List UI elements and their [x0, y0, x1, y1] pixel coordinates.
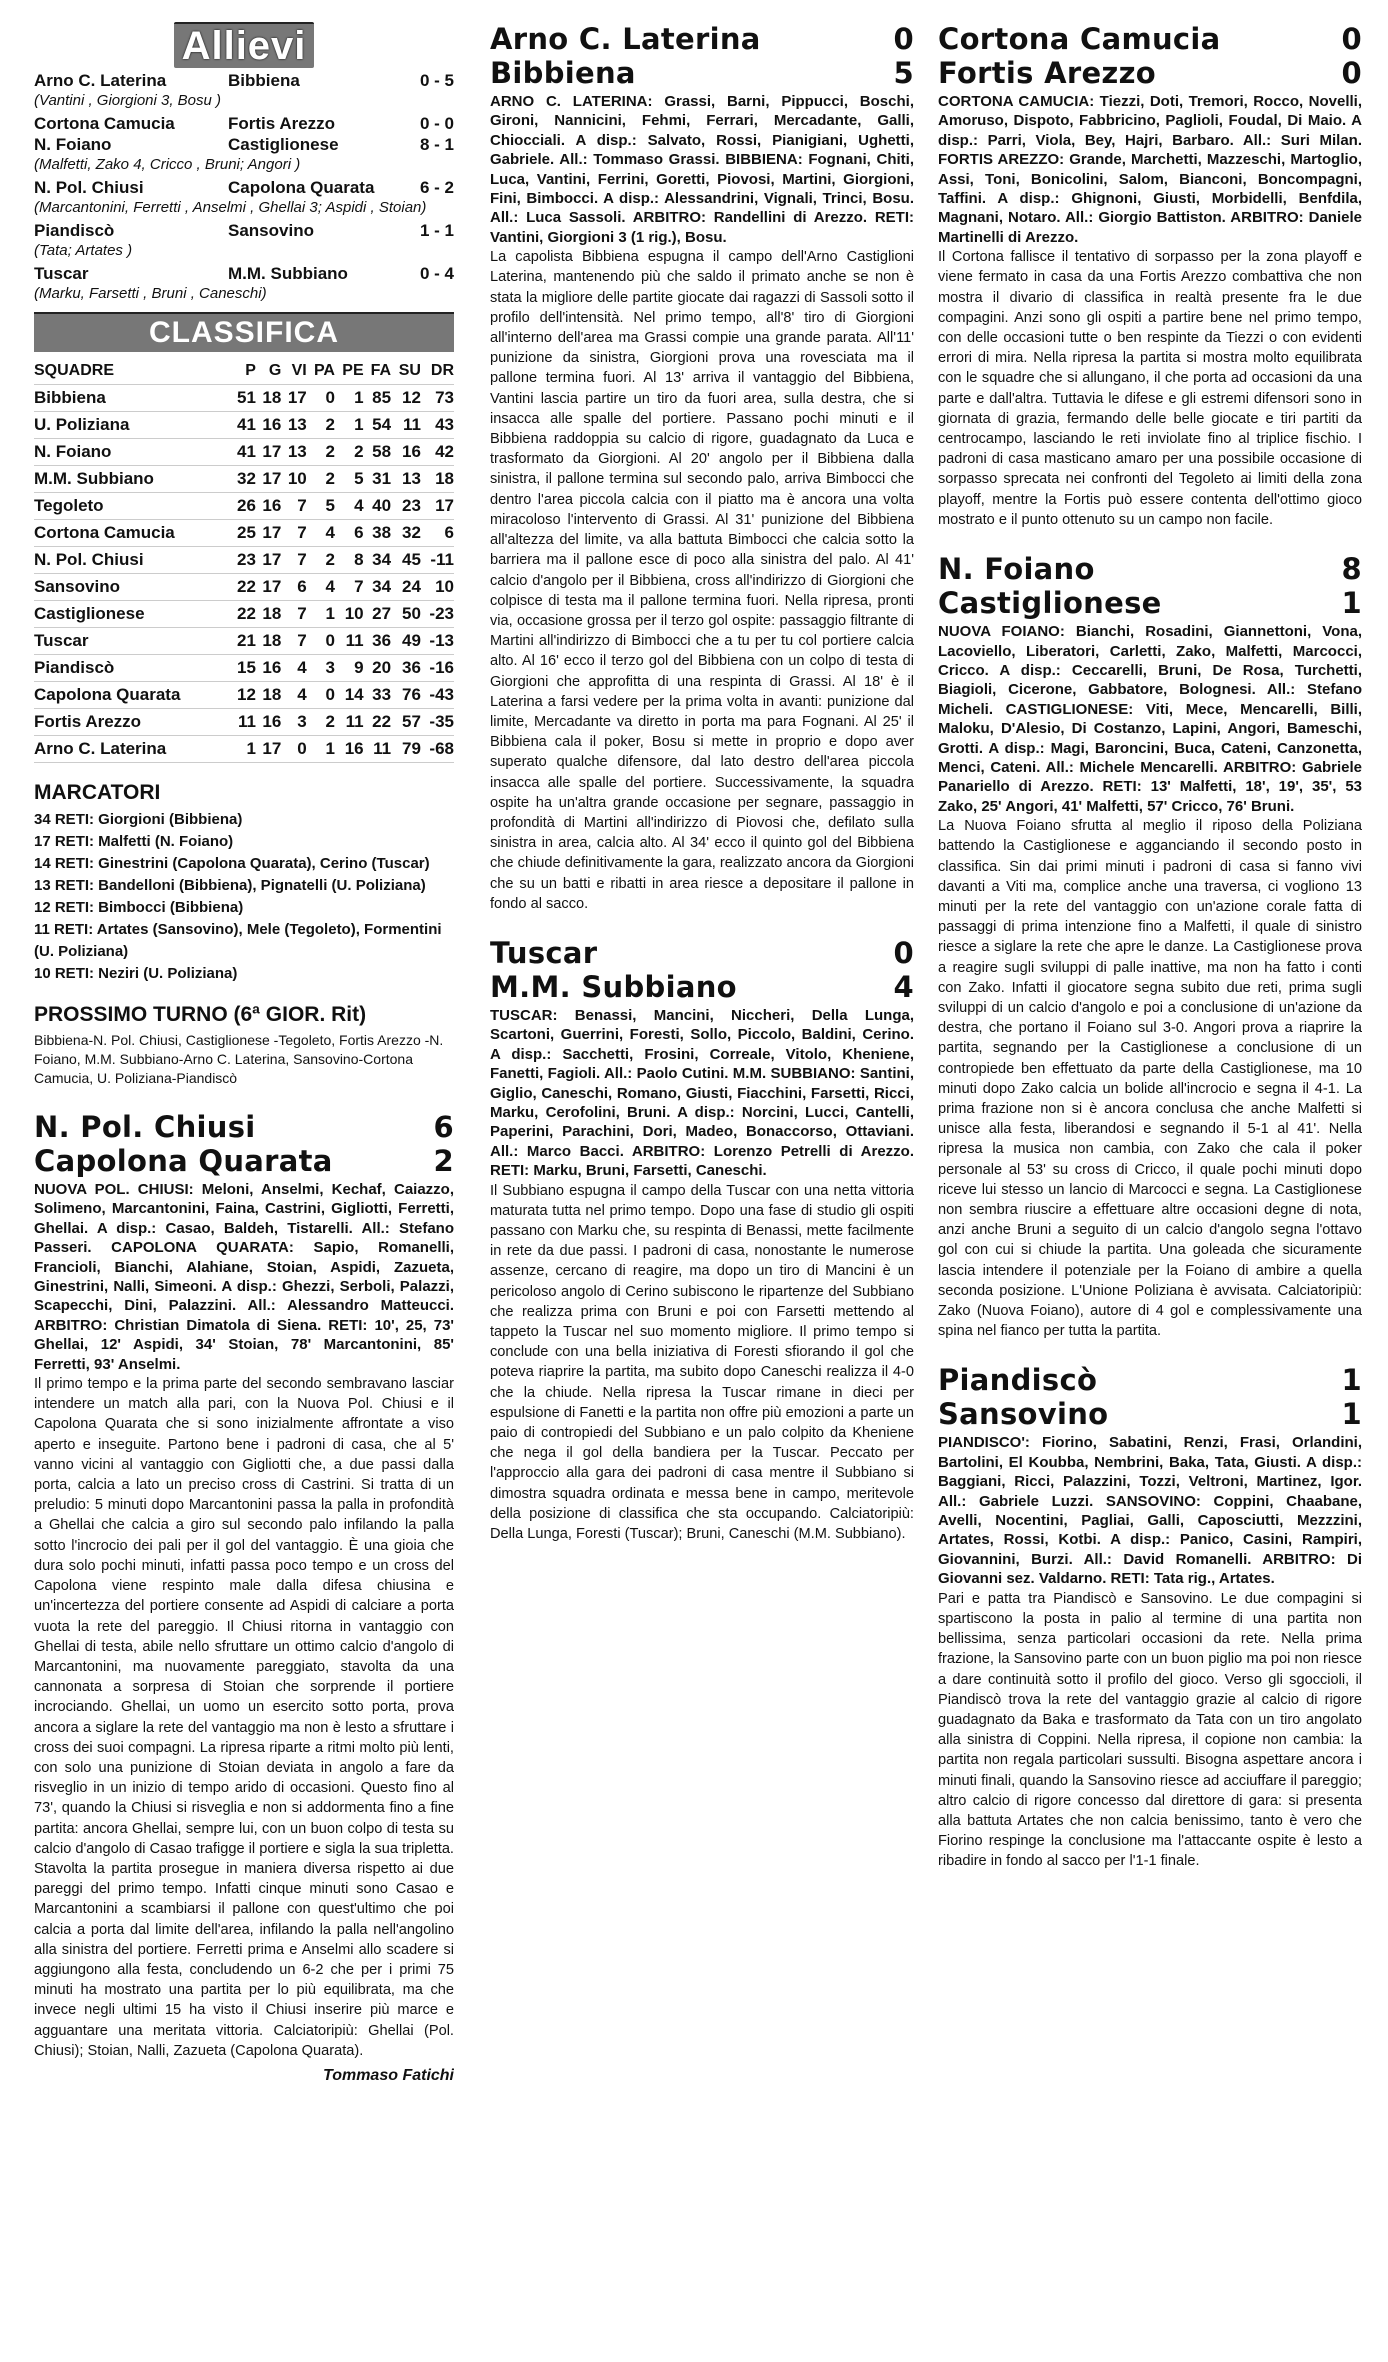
stat-cell: 13: [391, 466, 421, 493]
stat-cell: 4: [281, 655, 306, 682]
stat-cell: 6: [421, 520, 454, 547]
result-row: [34, 220, 454, 241]
stat-cell: 33: [364, 682, 391, 709]
stat-cell: 42: [421, 439, 454, 466]
match-lineup: CORTONA CAMUCIA: Tiezzi, Doti, Tremori, Rocco, Novelli, Amoruso, Dispoto, Fabbricino, Paglioli, Foudal, Di Maio. A disp.: Parri, Viola, Bey, Hajri, Barbaro. All.: Suri Milan. FORTIS AREZZO: Grande, Marchetti, Mazzeschi, Martoglio, Assi, Toni, Bonicolini, Salom, Bianconi, Boncompagni, Taffini. A disp.: Ghignoni, Giusti, Morbidelli, Benfdila, Magnani, Notaro. All.: Giorgio Battiston. ARBITRO: Daniele Martinelli di Arezzo.: [938, 93, 1362, 246]
result-away: M.M. Subbiano: [228, 264, 348, 283]
match-report: Il Subbiano espugna il campo della Tuscar con una netta vittoria maturata tutta nel primo tempo. Dopo una fase di studio gli ospiti passano con Marku che, su respinta di Benassi, mette facilmente in rete da due passi. I padroni di casa, nonostante le numerose assenze, cercano di reagire, ma dopo un tiro di Mancini è un pericoloso angolo di Cerino subiscono le ripartenze del Subbiano che realizza prima con Bruni e poi con Farsetti mettendo al tappeto la Tuscar nel suo momento migliore. Il primo tempo si conclude con una bella iniziativa di Foresti sfiorando il gol che poteva riaprire la partita, ma subito dopo Caneschi realizza il 4-0 che la chiude. Nella ripresa la Tuscar rimane in dieci per espulsione di Fanetti e la partita non offre più emozioni a parte un paio di contropiedi del Subbiano e un palo colpito da Kheniene che nega il gol della bandiera per la Tuscar. Peccato per l'approccio alla gara dei padroni di casa mentre il Subbiano si dimostra squadra ordinata e messa bene in campo, meritevole della posizione di classifica che sta occupando. Calciatoripiù: Della Lunga, Foresti (Tuscar); Bruni, Caneschi (M.M. Subbiano).: [490, 1182, 914, 1543]
match-lineup: ARNO C. LATERINA: Grassi, Barni, Pippucci, Boschi, Gironi, Nannicini, Fehmi, Ferrari, Mercadante, Galli, Chiocciali. A disp.: Salvato, Rossi, Pianigiani, Ughetti, Gabriele. All.: Tommaso Grassi. BIBBIENA: Fognani, Chiti, Luca, Vantini, Ferrini, Goretti, Piovosi, Martini, Giorgioni, Fini, Bimbocci. A disp.: Alessandrini, Vignali, Trinci, Bosu. All.: Luca Sassoli. ARBITRO: Randellini di Arezzo. RETI: Vantini, Giorgioni 3 (1 rig.), Bosu.: [490, 93, 914, 246]
match-head-home: [938, 552, 1362, 586]
stat-cell: 10: [281, 466, 306, 493]
stat-cell: 50: [391, 601, 421, 628]
match-head-away: [490, 970, 914, 1004]
result-score: 0 - 5: [419, 71, 454, 90]
result-scorers: (Vantini , Giorgioni 3, Bosu ): [34, 92, 222, 109]
stat-cell: 43: [421, 412, 454, 439]
standings-col-header: G: [256, 358, 281, 385]
match-report: La capolista Bibbiena espugna il campo dell'Arno Castiglioni Laterina, mantenendo più che saldo il primato anche se non è stata la migliore delle partite giocate dai ragazzi di Sassoli sotto il profilo dell'intensità. Nel primo tempo, all'8' tiro di Giorgioni all'interno dell'area ma Grassi compie una grande parata. All'11' punizione da sinistra, Giorgioni prova una rovesciata ma il pallone termina fuori. Al 13' arriva il vantaggio del Bibbiena, Vantini lascia partire un tiro da fuori area, sulla destra, che si insacca alle spalle del portiere. Passano pochi minuti e il Bibbiena raddoppia su calcio di rigore, guadagnato da Luca e trasformato da Giorgioni. Al 20' angolo per il Bibbiena dalla sinistra, il pallone termina sul secondo palo, arriva Bimbocci che dentro l'area piccola calcia con il piatto ma è ancora una volta miracoloso l'intervento di Grassi. Al 31' punizione del Bibbiena all'altezza del limite, va alla battuta Bimbocci che calcia sotto la barriera ma il pallone esce di poco alla sinistra del palo. Al 41' calcio d'angolo per il Bibbiena, cross all'indirizzo di Giorgioni che colpisce di testa ma il pallone termina fuori. Nella ripresa, pronti via, occasione grossa per il terzo gol ospite: passaggio filtrante di Martini all'indirizzo di Bimbocci che a tu per tu col portiere calcia alto. Al 16' ecco il terzo gol del Bibbiena con un colpo di testa di Giorgioni che approfitta di una respinta di Grassi. Al 18' è il Laterina a farsi vedere per la prima volta in avanti: punizione dal limite, Mercadante va diretto in porta ma para Fognani. Al 25' il Bibbiena cala il poker, Bosu si mette in proprio e dopo aver superato qualche difensore, dal lato destro dell'area piccola insacca alle spalle del portiere. Successivamente, la squadra ospite ha un'altra grande occasione per segnare, passaggio in profondità di Martini all'indirizzo di Piovosi che, defilato sulla sinistra in area, calcia alto. Al 34' ecco il quinto gol del Bibbiena che chiude definitivamente la gara, realizzato ancora da Giorgioni che su un batti e ribatti in area riesce a depositare il pallone in fondo al sacco.: [490, 249, 914, 912]
marcatore-item: 11 RETI: Artates (Sansovino), Mele (Tegoleto), Formentini (U. Poliziana): [34, 921, 442, 960]
match-head-away: [938, 1397, 1362, 1431]
result-scorers: (Marku, Farsetti , Bruni , Caneschi): [34, 285, 267, 302]
home-goals: 0: [893, 22, 914, 56]
marcatori-title: MARCATORI: [34, 781, 161, 804]
stat-cell: 11: [335, 628, 364, 655]
team-name: N. Foiano: [34, 439, 231, 466]
stat-cell: 17: [281, 385, 306, 412]
stat-cell: 32: [231, 466, 256, 493]
stat-cell: 49: [391, 628, 421, 655]
stat-cell: 4: [335, 493, 364, 520]
marcatore-item: 14 RETI: Ginestrini (Capolona Quarata), Cerino (Tuscar): [34, 855, 430, 872]
standings-row: [34, 439, 454, 466]
stat-cell: -11: [421, 547, 454, 574]
home-team: Piandiscò: [938, 1363, 1098, 1398]
stat-cell: 3: [307, 655, 335, 682]
marcatore-item: 34 RETI: Giorgioni (Bibbiena): [34, 811, 243, 828]
match-report: La Nuova Foiano sfrutta al meglio il riposo della Poliziana battendo la Castiglionese e agganciando il secondo posto in classifica. Sin dai primi minuti i padroni di casa si fanno vivi davanti a Viti ma, complice anche una traversa, ci vogliono 13 minuti per la rete del vantaggio con un'azione corale fatta di passaggi di prima intenzione fino a Malfetti, il quale di sinistro riesce a siglare la rete che apre le danze. La Castiglionese prova a reagire sugli sviluppi di palle inattive, ma non ha fatto i conti con Zako. Infatti il giocatore segna subito due reti, prima sugli sviluppi di un calcio d'angolo e poi a conclusione di un'azione da destra, che portano il Foiano sul 3-0. Angori prova a riaprire la partita, segnando per la Castiglionese a conclusione di un contropiede ben effettuato da parte della Castiglionese, ma 10 minuti dopo Zako calcia un bolide all'incrocio e segna il 4-1. La prima frazione non si è ancora conclusa che anche Malfetti si unisce alla festa, liberandosi e segnando il 5-1 al 41'. Nella ripresa la musica non cambia, con Zako che cala il poker personale al 53' su cross di Cricco, il quale pochi minuti dopo riceve lui stesso un lancio di Marcocci e segna. La Castiglionese non sembra riuscire a effettuare altre occasioni degne di nota, anzi anche Bruni a seguito di un calcio d'angolo segna l'ottavo gol con cui si chiude la partita. Una goleada che sicuramente lascia intendere il potenziale per la Foiano di ambire a quella seconda posizione. L'Unione Poliziana è avvisata. Calciatoripiù: Zako (Nuova Foiano), autore di 4 gol e complessivamente una spina nel fianco per tutta la partita.: [938, 818, 1362, 1340]
stat-cell: 17: [256, 439, 281, 466]
team-name: U. Poliziana: [34, 412, 231, 439]
stat-cell: -35: [421, 709, 454, 736]
match-lineup: NUOVA FOIANO: Bianchi, Rosadini, Giannettoni, Vona, Lacoviello, Liberatori, Carletti, Zako, Malfetti, Marcocci, Cricco. A disp.: Ceccarelli, Bruni, De Rosa, Turchetti, Biagioli, Cicerone, Gabbatore, Bolognesi. All.: Stefano Micheli. CASTIGLIONESE: Viti, Mece, Mencarelli, Billi, Maloku, D'Alesio, Di Costanzo, Lapini, Angori, Bameschi, Grotti. A disp.: Magi, Baroncini, Buca, Cateni, Canzonetta, Menci, Cateni. All.: Michele Mencarelli. ARBITRO: Gabriele Panariello di Arezzo. RETI: 13' Malfetti, 18', 19', 35', 53 Zako, 25' Angori, 41' Malfetti, 57' Cricco, 76' Bruni.: [938, 623, 1362, 815]
home-goals: 8: [1341, 552, 1362, 587]
stat-cell: 16: [256, 709, 281, 736]
stat-cell: 18: [421, 466, 454, 493]
away-team: Fortis Arezzo: [938, 56, 1157, 90]
stat-cell: 16: [335, 736, 364, 763]
result-away: Capolona Quarata: [228, 178, 375, 197]
match-chiusi-capolona: [34, 1110, 454, 2085]
stat-cell: 17: [256, 520, 281, 547]
stat-cell: 20: [364, 655, 391, 682]
home-team: Cortona Camucia: [938, 22, 1221, 56]
stat-cell: 6: [335, 520, 364, 547]
team-name: Castiglionese: [34, 601, 231, 628]
standings-col-header: PA: [307, 358, 335, 385]
home-goals: 1: [1341, 1363, 1362, 1398]
marcatori-list: [34, 809, 454, 985]
match-report: Pari e patta tra Piandiscò e Sansovino. Le due compagini si spartiscono la posta in palio al termine di una partita non bellissima, senza particolari occasioni da rete. Nella prima frazione, la Sansovino parte con un buon piglio ma poi non riesce a dare continuità sotto il profilo del gioco. Verso gli sgoccioli, il Piandiscò trova la rete del vantaggio grazie al calcio di rigore guadagnato da Baka e trasformato da Tata con un tiro angolato alla sinistra di Coppini. Nella ripresa, il copione non cambia: la partita non regala particolari sussulti. Bisogna aspettare ancora i minuti finali, quando la Sansovino riesce ad acciuffare il pareggio; altro calcio di rigore concesso dal direttore di gara: si presenta alla battuta Artates che non calcia benissimo, tanto è vero che Fiorino respinge la conclusione ma l'attaccante ospite è lesto a ribadire in fondo al sacco per l'1-1 finale.: [938, 1590, 1362, 1870]
away-goals: 4: [893, 969, 914, 1004]
team-name: M.M. Subbiano: [34, 466, 231, 493]
match-head-away: [938, 586, 1362, 620]
stat-cell: 45: [391, 547, 421, 574]
away-team: M.M. Subbiano: [490, 969, 737, 1004]
team-name: Fortis Arezzo: [34, 709, 231, 736]
away-goals: 5: [893, 56, 914, 90]
home-goals: 0: [893, 935, 914, 970]
away-team: Capolona Quarata: [34, 1144, 333, 1178]
standings-row: [34, 601, 454, 628]
stat-cell: 27: [364, 601, 391, 628]
stat-cell: 17: [256, 466, 281, 493]
result-scorers: (Tata; Artates ): [34, 242, 133, 259]
result-row: [34, 113, 454, 134]
stat-cell: 11: [391, 412, 421, 439]
stat-cell: 10: [335, 601, 364, 628]
stat-cell: 12: [391, 385, 421, 412]
stat-cell: 7: [281, 547, 306, 574]
marcatore-item: 10 RETI: Neziri (U. Poliziana): [34, 965, 238, 982]
standings-col-header: VI: [281, 358, 306, 385]
away-goals: 0: [1341, 56, 1362, 90]
stat-cell: 85: [364, 385, 391, 412]
result-score: 0 - 0: [419, 114, 454, 133]
match-head-home: [490, 22, 914, 56]
away-goals: 1: [1341, 1397, 1362, 1432]
stat-cell: 3: [281, 709, 306, 736]
match-head-away: [34, 1144, 454, 1178]
stat-cell: 17: [256, 736, 281, 763]
stat-cell: 23: [391, 493, 421, 520]
result-home: Piandiscò: [34, 221, 115, 240]
stat-cell: 7: [281, 520, 306, 547]
result-score: 6 - 2: [419, 178, 454, 197]
match-piandisco-sansovino: [938, 1363, 1362, 1871]
result-score: 1 - 1: [419, 221, 454, 240]
stat-cell: 22: [231, 601, 256, 628]
results-list: [34, 70, 454, 304]
stat-cell: 25: [231, 520, 256, 547]
stat-cell: 16: [256, 412, 281, 439]
column-right: [938, 22, 1362, 1894]
standings-row: [34, 655, 454, 682]
stat-cell: 4: [307, 574, 335, 601]
result-score: 0 - 4: [419, 264, 454, 283]
prossimo-turno-text: Bibbiena-N. Pol. Chiusi, Castiglionese -Tegoleto, Fortis Arezzo -N. Foiano, M.M. Subbiano-Arno C. Laterina, Sansovino-Cortona Camucia, U. Poliziana-Piandiscò: [34, 1032, 444, 1086]
marcatore-item: 17 RETI: Malfetti (N. Foiano): [34, 833, 234, 850]
standings-row: [34, 682, 454, 709]
stat-cell: 2: [335, 439, 364, 466]
result-away: Bibbiena: [228, 71, 300, 90]
stat-cell: 54: [364, 412, 391, 439]
match-report: Il Cortona fallisce il tentativo di sorpasso per la zona playoff e viene fermato in casa da una Fortis Arezzo combattiva che non mostra il divario di classifica in realtà presente fra le due compagini. Anzi sono gli ospiti a partire bene nel primo tempo, con delle occasioni tutte o ben respinte da Tiezzi o con evidenti errori di mira. Nella ripresa la partita si mostra molto equilibrata con le squadre che si allungano, il che porta ad occasioni da una parte e dall'altra. Tuttavia le difese e gli estremi difensori sono in giornata di grazia, fermando delle belle giocate e tiri partiti da centrocampo, lasciando le reti inviolate fino al triplice fischio. I padroni di casa masticano amaro per una possibile occasione di sorpasso sprecata nei confronti del Tegoleto ai limiti della zona playoff, mentre la Fortis può essere contenta dell'ottimo gioco mostrato e il punto ottenuto su un campo non facile.: [938, 249, 1362, 528]
result-home: Cortona Camucia: [34, 114, 175, 133]
article-author: Tommaso Fatichi: [323, 2066, 454, 2084]
result-home: Tuscar: [34, 264, 89, 283]
home-team: Arno C. Laterina: [490, 22, 761, 56]
stat-cell: 79: [391, 736, 421, 763]
stat-cell: 5: [307, 493, 335, 520]
team-name: Cortona Camucia: [34, 520, 231, 547]
team-name: Tuscar: [34, 628, 231, 655]
match-tuscar-subbiano: [490, 936, 914, 1544]
stat-cell: 18: [256, 682, 281, 709]
stat-cell: 2: [307, 709, 335, 736]
stat-cell: 41: [231, 412, 256, 439]
result-row: [34, 134, 454, 155]
stat-cell: 13: [281, 439, 306, 466]
away-goals: 1: [1341, 586, 1362, 621]
stat-cell: 1: [335, 385, 364, 412]
stat-cell: 51: [231, 385, 256, 412]
standings-col-header: SQUADRE: [34, 358, 231, 385]
standings-row: [34, 466, 454, 493]
stat-cell: 4: [281, 682, 306, 709]
stat-cell: 18: [256, 601, 281, 628]
stat-cell: 17: [256, 547, 281, 574]
team-name: Bibbiena: [34, 385, 231, 412]
stat-cell: 41: [231, 439, 256, 466]
away-team: Sansovino: [938, 1397, 1109, 1432]
stat-cell: -43: [421, 682, 454, 709]
standings-row: [34, 574, 454, 601]
marcatore-item: 12 RETI: Bimbocci (Bibbiena): [34, 899, 244, 916]
stat-cell: -23: [421, 601, 454, 628]
away-team: Bibbiena: [490, 56, 636, 90]
standings-col-header: DR: [421, 358, 454, 385]
standings-row: [34, 493, 454, 520]
stat-cell: 22: [231, 574, 256, 601]
stat-cell: 18: [256, 385, 281, 412]
stat-cell: 2: [307, 412, 335, 439]
stat-cell: 13: [281, 412, 306, 439]
stat-cell: 7: [335, 574, 364, 601]
stat-cell: 26: [231, 493, 256, 520]
stat-cell: 6: [281, 574, 306, 601]
match-report: Il primo tempo e la prima parte del secondo sembravano lasciar intendere un match alla pari, con la Nuova Pol. Chiusi e il Capolona Quarata che si sono inizialmente affrontate a viso aperto e inseguite. Partono bene i padroni di casa, che al 5' vanno vicini al vantaggio con Gigliotti che, a due passi dalla porta, calcia a lato un preciso cross di Castrini. Si tratta di un preludio: 5 minuti dopo Marcantonini passa la palla in profondità a Ghellai che calcia a giro sul secondo palo infilando la palla sotto l'incrocio dei pali per il gol del vantaggio. È una gioia che dura solo pochi minuti, infatti passa poco tempo e un cross del Capolona viene respinto male dalla difesa chiusina e un'incertezza del portiere consente ad Aspidi di calciare a porta vuota la rete del pareggio. Il Chiusi ritorna in vantaggio con Ghellai di testa, abile nello sfruttare un ottimo calcio d'angolo di Marcantonini, ma nuovamente pareggiato, stavolta da una cannonata a sorpresa di Stoian che sorprende il portiere incrociando. Ghellai, un uomo un esercito sotto porta, prova ancora a siglare la rete del vantaggio ma non è lesto a sfruttare i cross dei suoi compagni. La ripresa riparte a ritmi molto più lenti, con solo una punizione di Stoian deviata in angolo a fare da risveglio in un inizio di tempo arido di occasioni. Questo fino al 73', quando la Chiusi si risveglia e non si addormenta fino a fine partita: ancora Ghellai, sempre lui, con un buon colpo di testa su calcio d'angolo di Casao trafigge il portiere e sigla la sua tripletta. Stavolta la partita prosegue in maniera diversa rispetto ai due pareggi del primo tempo. Infatti cinque minuti sono Casao e Marcantonini a scambiarsi il pallone con quest'ultimo che poi calcia a porta dal limite dell'area, infilando la palla nell'angolino alla sinistra del portiere. Ferretti prima e Anselmi allo scadere si aggiungono alla festa, concludendo un 6-2 che per i primi 75 minuti ha mostrato una partita per lo più equilibrata, ma che invece negli ultimi 15 ha visto il Chiusi inserire più marce e agguantare una meritata vittoria. Calciatoripiù: Ghellai (Pol. Chiusi); Stoian, Nalli, Zazueta (Capolona Quarata).: [34, 1376, 454, 2059]
stat-cell: 11: [335, 709, 364, 736]
match-head-home: [938, 1363, 1362, 1397]
away-goals: 2: [433, 1144, 454, 1178]
match-head-home: [938, 22, 1362, 56]
stat-cell: 16: [256, 655, 281, 682]
result-away: Fortis Arezzo: [228, 114, 336, 133]
stat-cell: -68: [421, 736, 454, 763]
match-head-away: [938, 56, 1362, 90]
stat-cell: 38: [364, 520, 391, 547]
home-team: N. Foiano: [938, 552, 1095, 587]
stat-cell: 14: [335, 682, 364, 709]
match-lineup: PIANDISCO': Fiorino, Sabatini, Renzi, Frasi, Orlandini, Bartolini, El Koubba, Nembrini, Baka, Tata, Giusti. A disp.: Baggiani, Ricci, Palazzini, Tozzi, Veltroni, Martinez, Igor. All.: Gabriele Luzzi. SANSOVINO: Coppini, Chaabane, Avelli, Nocentini, Pagliai, Galli, Caposciutti, Mezzzini, Artates, Rossi, Kotbi. A disp.: Panico, Casini, Rampiri, Giovannini, Burzi. All.: David Romanelli. ARBITRO: Di Giovanni sez. Valdarno. RETI: Tata rig., Artates.: [938, 1434, 1362, 1588]
stat-cell: 24: [391, 574, 421, 601]
stat-cell: 5: [335, 466, 364, 493]
stat-cell: 16: [391, 439, 421, 466]
stat-cell: 8: [335, 547, 364, 574]
match-lineup: NUOVA POL. CHIUSI: Meloni, Anselmi, Kechaf, Caiazzo, Solimeno, Marcantonini, Faina, Castrini, Gigliotti, Ferretti, Ghellai. A disp.: Casao, Baldeh, Tistarelli. All.: Stefano Passeri. CAPOLONA QUARATA: Sapio, Romanelli, Francioli, Bianchi, Alahiane, Stoian, Aspidi, Zazueta, Ginestrini, Nalli, Simeoni. A disp.: Ghezzi, Serboli, Palazzi, Scapecchi, Dini, Palazzini. All.: Alessandro Matteucci. ARBITRO: Christian Dimatola di Siena. RETI: 10', 25, 73' Ghellai, 12' Aspidi, 34' Stoian, 78' Marcantonini, 85' Ferretti, 93' Anselmi.: [34, 1181, 454, 1373]
marcatore-item: 13 RETI: Bandelloni (Bibbiena), Pignatelli (U. Poliziana): [34, 877, 426, 894]
column-left: [34, 22, 454, 2107]
stat-cell: 7: [281, 628, 306, 655]
stat-cell: 34: [364, 547, 391, 574]
standings-row: [34, 709, 454, 736]
stat-cell: 9: [335, 655, 364, 682]
stat-cell: 22: [364, 709, 391, 736]
team-name: Piandiscò: [34, 655, 231, 682]
allievi-banner: Allievi: [174, 22, 314, 68]
stat-cell: 15: [231, 655, 256, 682]
stat-cell: 2: [307, 466, 335, 493]
away-team: Castiglionese: [938, 586, 1162, 621]
standings-col-header: FA: [364, 358, 391, 385]
stat-cell: 16: [256, 493, 281, 520]
match-cortona-fortis: [938, 22, 1362, 530]
prossimo-turno-title: PROSSIMO TURNO (6ª GIOR. Rit): [34, 1003, 367, 1026]
stat-cell: 2: [307, 547, 335, 574]
result-row: [34, 263, 454, 284]
result-home: N. Foiano: [34, 135, 112, 154]
standings-col-header: P: [231, 358, 256, 385]
match-laterina-bibbiena: [490, 22, 914, 914]
classifica-banner: CLASSIFICA: [34, 312, 454, 352]
stat-cell: 1: [335, 412, 364, 439]
stat-cell: 31: [364, 466, 391, 493]
stat-cell: 4: [307, 520, 335, 547]
standings-row: [34, 412, 454, 439]
match-lineup: TUSCAR: Benassi, Mancini, Niccheri, Della Lunga, Scartoni, Guerrini, Foresti, Sollo, Piccolo, Baldini, Cerino. A disp.: Sacchetti, Frosini, Correale, Vitolo, Kheniene, Fanetti, Fagioli. All.: Paolo Cutini. M.M. SUBBIANO: Santini, Giglio, Caneschi, Romano, Giusti, Fiacchini, Farsetti, Ricci, Marku, Cerofolini, Bruni. A disp.: Norcini, Lucci, Cantelli, Paperini, Parachini, Dori, Madeo, Bonaccorso, Ottaviani. All.: Marco Bacci. ARBITRO: Lorenzo Petrelli di Arezzo. RETI: Marku, Bruni, Farsetti, Caneschi.: [490, 1006, 914, 1180]
stat-cell: 57: [391, 709, 421, 736]
result-row: [34, 70, 454, 91]
standings-row: [34, 736, 454, 763]
team-name: Sansovino: [34, 574, 231, 601]
column-middle: [490, 22, 914, 1566]
stat-cell: 0: [307, 385, 335, 412]
stat-cell: -13: [421, 628, 454, 655]
stat-cell: 34: [364, 574, 391, 601]
stat-cell: 0: [307, 682, 335, 709]
stat-cell: 36: [364, 628, 391, 655]
stat-cell: 0: [307, 628, 335, 655]
standings-row: [34, 547, 454, 574]
stat-cell: 36: [391, 655, 421, 682]
home-goals: 0: [1341, 22, 1362, 56]
result-away: Sansovino: [228, 221, 314, 240]
match-head-away: [490, 56, 914, 90]
stat-cell: 21: [231, 628, 256, 655]
match-foiano-castiglionese: [938, 552, 1362, 1341]
stat-cell: 7: [281, 601, 306, 628]
stat-cell: 1: [231, 736, 256, 763]
stat-cell: 7: [281, 493, 306, 520]
standings-row: [34, 385, 454, 412]
stat-cell: 32: [391, 520, 421, 547]
standings-row: [34, 628, 454, 655]
stat-cell: 40: [364, 493, 391, 520]
team-name: Arno C. Laterina: [34, 736, 231, 763]
match-head-home: [34, 1110, 454, 1144]
stat-cell: 11: [231, 709, 256, 736]
result-away: Castiglionese: [228, 135, 339, 154]
standings-col-header: PE: [335, 358, 364, 385]
standings-col-header: SU: [391, 358, 421, 385]
stat-cell: -16: [421, 655, 454, 682]
home-team: N. Pol. Chiusi: [34, 1110, 256, 1144]
result-row: [34, 177, 454, 198]
stat-cell: 1: [307, 736, 335, 763]
stat-cell: 23: [231, 547, 256, 574]
stat-cell: 2: [307, 439, 335, 466]
stat-cell: 18: [256, 628, 281, 655]
home-goals: 6: [433, 1110, 454, 1144]
team-name: Capolona Quarata: [34, 682, 231, 709]
stat-cell: 1: [307, 601, 335, 628]
result-home: Arno C. Laterina: [34, 71, 167, 90]
team-name: Tegoleto: [34, 493, 231, 520]
team-name: N. Pol. Chiusi: [34, 547, 231, 574]
stat-cell: 0: [281, 736, 306, 763]
stat-cell: 58: [364, 439, 391, 466]
stat-cell: 11: [364, 736, 391, 763]
stat-cell: 12: [231, 682, 256, 709]
stat-cell: 17: [421, 493, 454, 520]
result-home: N. Pol. Chiusi: [34, 178, 144, 197]
stat-cell: 17: [256, 574, 281, 601]
home-team: Tuscar: [490, 935, 598, 970]
standings-row: [34, 520, 454, 547]
result-scorers: (Marcantonini, Ferretti , Anselmi , Ghellai 3; Aspidi , Stoian): [34, 199, 427, 216]
match-head-home: [490, 936, 914, 970]
standings-header: [34, 358, 454, 385]
result-scorers: (Malfetti, Zako 4, Cricco , Bruni; Angori ): [34, 156, 301, 173]
standings-table: [34, 358, 454, 763]
result-score: 8 - 1: [419, 135, 454, 154]
stat-cell: 73: [421, 385, 454, 412]
stat-cell: 10: [421, 574, 454, 601]
stat-cell: 76: [391, 682, 421, 709]
